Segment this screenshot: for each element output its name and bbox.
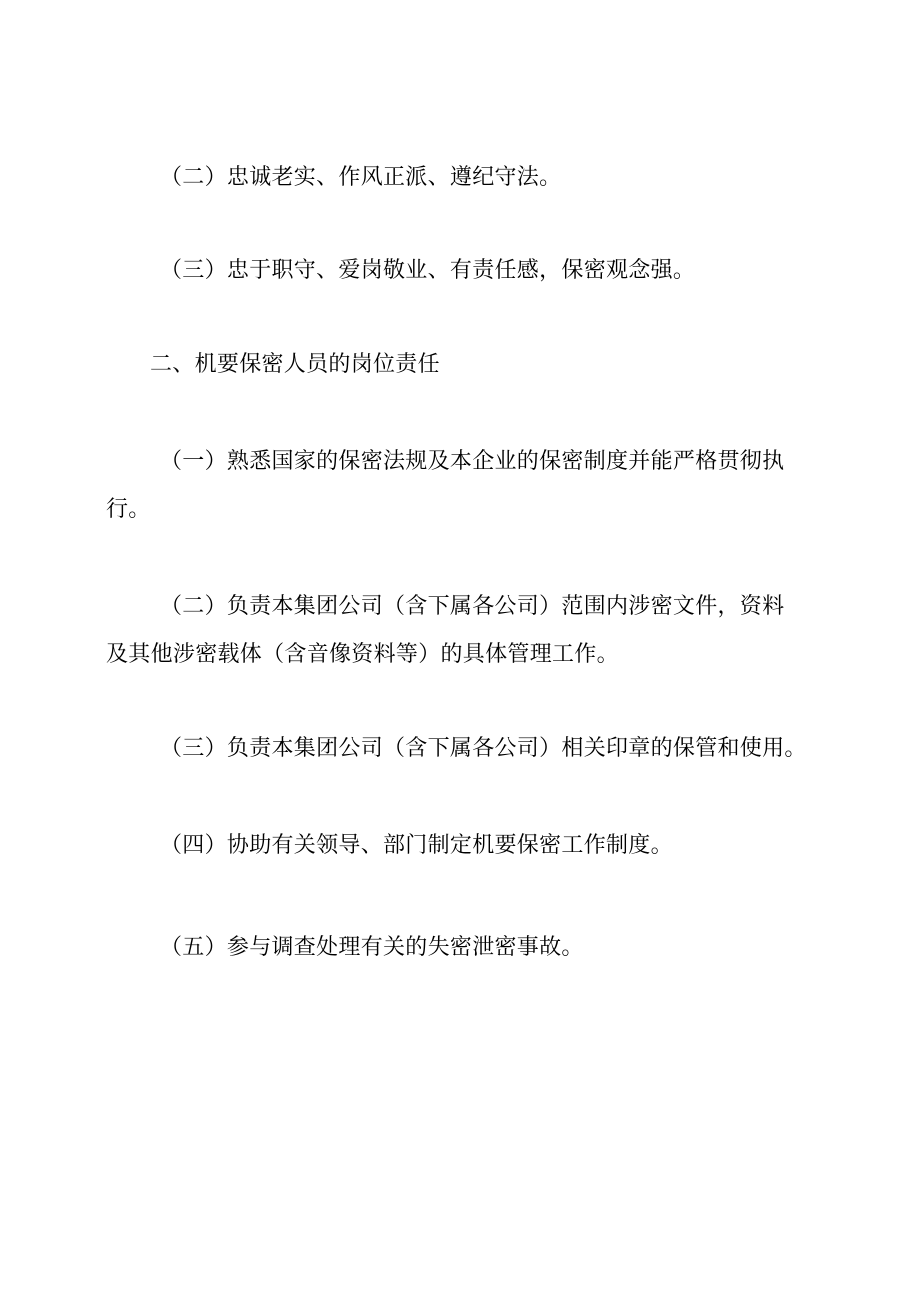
paragraph-documents-line2: 及其他涉密载体（含音像资料等）的具体管理工作。 xyxy=(106,642,619,667)
paragraph-rules: （四）协助有关领导、部门制定机要保密工作制度。 xyxy=(160,833,673,858)
paragraph-laws-line2: 行。 xyxy=(106,497,151,522)
paragraph-loyalty: （二）忠诚老实、作风正派、遵纪守法。 xyxy=(160,165,562,190)
paragraph-seals: （三）负责本集团公司（含下属各公司）相关印章的保管和使用。 xyxy=(160,736,807,761)
paragraph-dedication: （三）忠于职守、爱岗敬业、有责任感，保密观念强。 xyxy=(160,258,696,283)
section-heading: 二、机要保密人员的岗位责任 xyxy=(150,352,440,377)
paragraph-documents-line1: （二）负责本集团公司（含下属各公司）范围内涉密文件，资料 xyxy=(160,594,785,619)
paragraph-incidents: （五）参与调查处理有关的失密泄密事故。 xyxy=(160,935,584,960)
paragraph-laws-line1: （一）熟悉国家的保密法规及本企业的保密制度并能严格贯彻执 xyxy=(160,449,785,474)
